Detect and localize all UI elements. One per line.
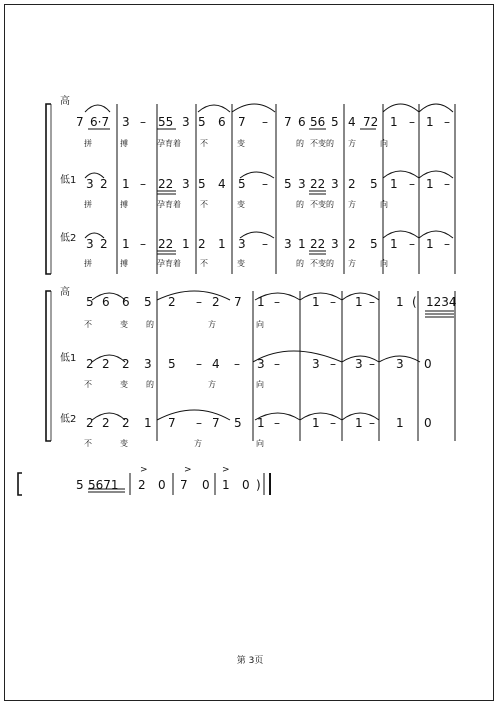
jianpu-note: 2 (86, 357, 94, 371)
lyric-text: 的 (146, 320, 154, 329)
jianpu-note: – (196, 357, 202, 371)
jianpu-note: 22 (158, 237, 174, 251)
notation-text (60, 94, 457, 492)
jianpu-note: 3 (331, 177, 339, 191)
jianpu-note: 2 (348, 237, 356, 251)
jianpu-note: 3 (257, 357, 265, 371)
jianpu-note: – (274, 295, 280, 309)
jianpu-note: 1 (257, 295, 265, 309)
jianpu-note: 55 (158, 115, 174, 129)
jianpu-note: 7 (180, 478, 188, 492)
part-name-label: 高 (60, 287, 70, 298)
accent-mark: > (140, 465, 148, 475)
jianpu-note: – (444, 177, 450, 191)
jianpu-note: 7 (168, 416, 176, 430)
lyric-text: 向 (380, 200, 388, 209)
jianpu-note: 3 (238, 237, 246, 251)
lyric-text: 方 (208, 320, 216, 329)
jianpu-note: 1 (182, 237, 190, 251)
jianpu-note: – (262, 237, 268, 251)
jianpu-note: 22 (310, 177, 326, 191)
lyric-text: 的 (146, 380, 154, 389)
jianpu-note: – (330, 357, 336, 371)
jianpu-note: 1 (144, 416, 152, 430)
jianpu-note: 72 (363, 115, 379, 129)
jianpu-note: 2 (198, 237, 206, 251)
lyric-text: 孕育着 (157, 139, 181, 148)
jianpu-note: 5 (370, 237, 378, 251)
lyric-text: 变 (120, 380, 128, 389)
lyric-text: 搏 (120, 139, 128, 148)
jianpu-note: 3 (355, 357, 363, 371)
jianpu-note: 3 (298, 177, 306, 191)
jianpu-note: 1 (312, 416, 320, 430)
jianpu-note: 0 (424, 416, 432, 430)
jianpu-note: 7 (234, 295, 242, 309)
lyric-text: 不 (84, 320, 92, 329)
jianpu-note: 4 (348, 115, 356, 129)
jianpu-note: 2 (168, 295, 176, 309)
jianpu-note: 56 (310, 115, 326, 129)
jianpu-note: 1 (396, 416, 404, 430)
jianpu-note: 1 (312, 295, 320, 309)
jianpu-note: 2 (102, 416, 110, 430)
lyric-text: 拼 (84, 139, 92, 148)
jianpu-note: 6 (218, 115, 226, 129)
jianpu-note: – (369, 416, 375, 430)
lyric-text: 方 (208, 380, 216, 389)
lyric-text: 方 (348, 200, 356, 209)
jianpu-note: – (330, 295, 336, 309)
lyric-text: 变 (120, 439, 128, 448)
jianpu-note: 1 (426, 237, 434, 251)
lyric-text: 方 (194, 439, 202, 448)
lyric-text: 搏 (120, 259, 128, 268)
jianpu-note: 1 (218, 237, 226, 251)
jianpu-note: 5 (370, 177, 378, 191)
jianpu-note: 1 (122, 237, 130, 251)
lyric-text: 不 (200, 259, 208, 268)
jianpu-note: 5671 (88, 478, 119, 492)
lyric-text: 不变的 (310, 139, 334, 148)
lyric-text: 不变的 (310, 200, 334, 209)
jianpu-note: 1 (396, 295, 404, 309)
jianpu-note: 7 (76, 115, 84, 129)
lyric-text: 的 (296, 200, 304, 209)
jianpu-note: 6 (102, 295, 110, 309)
jianpu-note: 1 (426, 177, 434, 191)
jianpu-note: 1 (390, 237, 398, 251)
jianpu-note: – (444, 115, 450, 129)
lyric-text: 方 (348, 259, 356, 268)
jianpu-note: – (140, 115, 146, 129)
jianpu-note: 5 (168, 357, 176, 371)
jianpu-note: 0 (158, 478, 166, 492)
jianpu-note: 6 (122, 295, 130, 309)
accent-mark: > (222, 465, 230, 475)
jianpu-note: 1 (390, 115, 398, 129)
jianpu-note: 2 (100, 177, 108, 191)
jianpu-note: 2 (102, 357, 110, 371)
jianpu-note: 3 (182, 177, 190, 191)
jianpu-note: – (196, 416, 202, 430)
lyric-text: 方 (348, 139, 356, 148)
jianpu-note: – (409, 237, 415, 251)
lyric-text: 不 (84, 439, 92, 448)
jianpu-note: 0 (242, 478, 250, 492)
jianpu-note: 5 (234, 416, 242, 430)
jianpu-note: 3 (182, 115, 190, 129)
jianpu-note: 6·7 (90, 115, 110, 129)
jianpu-note: 1234 (426, 295, 457, 309)
jianpu-note: 6 (298, 115, 306, 129)
lyric-text: 向 (256, 439, 264, 448)
jianpu-note: – (140, 177, 146, 191)
jianpu-note: 22 (310, 237, 326, 251)
jianpu-note: 5 (86, 295, 94, 309)
jianpu-note: 5 (198, 177, 206, 191)
jianpu-note: 2 (212, 295, 220, 309)
jianpu-note: 3 (284, 237, 292, 251)
jianpu-note: – (140, 237, 146, 251)
lyric-text: 搏 (120, 200, 128, 209)
jianpu-note: 0 (424, 357, 432, 371)
jianpu-note: 3 (331, 237, 339, 251)
jianpu-note: 2 (138, 478, 146, 492)
jianpu-note: 7 (284, 115, 292, 129)
lyric-text: 拼 (84, 259, 92, 268)
lyric-text: 不 (200, 139, 208, 148)
jianpu-note: 5 (198, 115, 206, 129)
jianpu-note: 1 (355, 416, 363, 430)
jianpu-note: 1 (122, 177, 130, 191)
jianpu-note: – (409, 177, 415, 191)
page-number: 第 3页 (236, 656, 264, 666)
lyric-text: 变 (120, 320, 128, 329)
lyric-text: 向 (256, 380, 264, 389)
part-name-label: 低2 (60, 233, 77, 244)
lyric-text: 孕育着 (157, 200, 181, 209)
part-name-label: 低1 (60, 353, 77, 364)
part-name-label: 低1 (60, 175, 77, 186)
lyric-text: 拼 (84, 200, 92, 209)
lyric-text: 孕育着 (157, 259, 181, 268)
lyric-text: 的 (296, 259, 304, 268)
part-name-label: 高 (60, 96, 70, 107)
jianpu-note: 3 (122, 115, 130, 129)
jianpu-note: 3 (396, 357, 404, 371)
jianpu-note: – (234, 357, 240, 371)
jianpu-note: – (330, 416, 336, 430)
jianpu-note: 5 (144, 295, 152, 309)
lyric-text: 不 (84, 380, 92, 389)
lyric-text: 变 (237, 259, 245, 268)
jianpu-note: 2 (86, 416, 94, 430)
lyric-text: 变 (237, 200, 245, 209)
lyric-text: 变 (237, 139, 245, 148)
jianpu-note: – (262, 115, 268, 129)
jianpu-note: – (369, 295, 375, 309)
lyric-text: 不 (200, 200, 208, 209)
jianpu-note: 1 (355, 295, 363, 309)
jianpu-note: – (444, 237, 450, 251)
jianpu-note: 1 (257, 416, 265, 430)
jianpu-note: 2 (122, 416, 130, 430)
jianpu-note: 4 (212, 357, 220, 371)
jianpu-note: 5 (331, 115, 339, 129)
jianpu-note: 22 (158, 177, 174, 191)
jianpu-note: – (369, 357, 375, 371)
accent-mark: > (184, 465, 192, 475)
jianpu-note: – (409, 115, 415, 129)
part-name-label: 低2 (60, 414, 77, 425)
jianpu-note: 1 (390, 177, 398, 191)
jianpu-note: 3 (144, 357, 152, 371)
jianpu-note: 2 (122, 357, 130, 371)
jianpu-note: 5 (76, 478, 84, 492)
jianpu-note: 1 (298, 237, 306, 251)
jianpu-note: 0 (202, 478, 210, 492)
jianpu-note: 1 (222, 478, 230, 492)
jianpu-note: ( (412, 295, 417, 309)
jianpu-note: 3 (86, 177, 94, 191)
jianpu-note: 2 (348, 177, 356, 191)
jianpu-note: – (196, 295, 202, 309)
jianpu-note: – (274, 357, 280, 371)
lyric-text: 的 (296, 139, 304, 148)
lyric-text: 向 (380, 139, 388, 148)
jianpu-note: 3 (312, 357, 320, 371)
lyric-text: 向 (380, 259, 388, 268)
jianpu-note: 4 (218, 177, 226, 191)
jianpu-note: – (262, 177, 268, 191)
lyric-text: 不变的 (310, 259, 334, 268)
jianpu-note: 1 (426, 115, 434, 129)
jianpu-note: 3 (86, 237, 94, 251)
jianpu-note: 2 (100, 237, 108, 251)
jianpu-note: 7 (212, 416, 220, 430)
jianpu-note: ) (256, 478, 261, 492)
jianpu-note: – (274, 416, 280, 430)
lyric-text: 向 (256, 320, 264, 329)
jianpu-note: 5 (238, 177, 246, 191)
jianpu-note: 5 (284, 177, 292, 191)
jianpu-note: 7 (238, 115, 246, 129)
